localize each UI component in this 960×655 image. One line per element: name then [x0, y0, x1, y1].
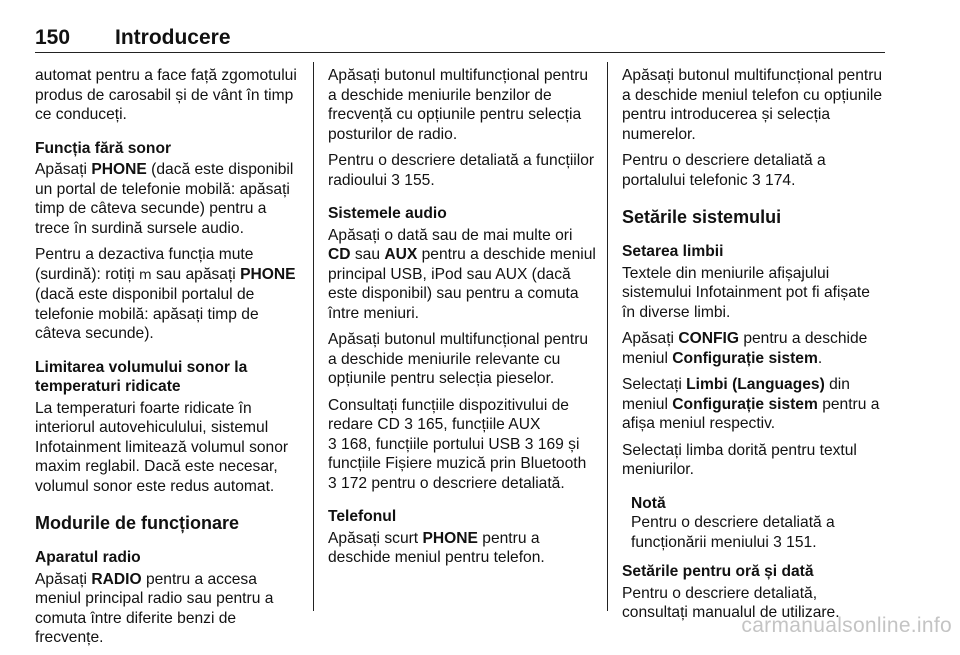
aux-key-label: AUX [384, 246, 418, 263]
phone-heading: Telefonul [328, 508, 397, 525]
modes-section-heading: Modurile de funcționare [35, 513, 240, 533]
column-divider-1 [313, 62, 314, 611]
radio-reference-paragraph: Pentru o descriere detaliată a funcțiilor radioului 3 155. [328, 152, 595, 189]
column-divider-2 [607, 62, 608, 611]
phone-paragraph: Apăsați scurt PHONE pentru a deschide meniul pentru telefon. [328, 529, 545, 566]
radio-key-label: RADIO [91, 570, 142, 588]
watermark: carmanualsonline.info [741, 614, 952, 637]
column-2 [328, 66, 596, 575]
phone-reference-paragraph: Pentru o descriere detaliată a portalului telefonic 3 174. [622, 152, 826, 189]
language-paragraph-3: Selectați Limbi (Languages) din meniul Configurație sistem pentru a afișa meniul respectiv. [622, 376, 880, 432]
time-date-paragraph: Pentru o descriere detaliată, consultați manualul de utilizare. [622, 584, 840, 621]
language-paragraph-4: Selectați limba dorită pentru textul meniurilor. [622, 441, 857, 478]
audio-paragraph-1: Apăsați o dată sau de mai multe ori CD sau AUX pentru a deschide meniul principal USB, iPod sau AUX (dacă este disponibil) sau pentru a comuta între meniuri. [328, 226, 596, 322]
page-header [35, 26, 885, 50]
menu-name: Configurație sistem [672, 395, 818, 413]
audio-paragraph-3: Consultați funcțiile dispozitivului de redare CD 3 165, funcțiile AUX 3 168, funcțiile portului USB 3 169 și funcțiile Fișiere muzică prin Bluetooth 3 172 pentru o descriere detaliată. [328, 396, 587, 492]
page-reference-icon: 3 [524, 435, 534, 453]
cd-key-label: CD [328, 246, 351, 263]
audio-heading: Sistemele audio [328, 205, 447, 222]
intro-paragraph: automat pentru a face față zgomotului produs de carosabil și de vânt în timp ce conduceți. [35, 67, 297, 123]
note-text: Pentru o descriere detaliată a funcționării meniului 3 151. [631, 514, 835, 551]
temperature-heading: Limitarea volumului sonor la temperaturi ridicate [35, 358, 248, 395]
mute-paragraph-2: Pentru a dezactiva funcția mute (surdină): rotiți m sau apăsați PHONE (dacă este disponibil portalul de telefonie mobilă: apăsați timp de câteva secunde). [35, 246, 296, 342]
menu-item-name: Limbi (Languages) [686, 376, 825, 393]
page-reference-icon: 3 [773, 533, 782, 551]
time-date-heading: Setările pentru oră și dată [622, 563, 814, 580]
rotary-knob-icon: m [139, 267, 152, 283]
mute-heading: Funcția fără sonor [35, 139, 172, 157]
radio-menu-paragraph: Apăsați butonul multifuncțional pentru a deschide meniurile benzilor de frecvență cu opțiunile pentru selecția posturilor de radio. [328, 67, 589, 143]
page-reference-icon: 3 [391, 171, 400, 189]
language-paragraph-2: Apăsați CONFIG pentru a deschide meniul Configurație sistem. [622, 330, 868, 367]
language-paragraph-1: Textele din meniurile afișajului sistemului Infotainment pot fi afișate în diverse limbi. [622, 264, 870, 321]
radio-paragraph: Apăsați RADIO pentru a accesa meniul principal radio sau pentru a comuta între diferite benzi de frecvențe. [35, 570, 274, 646]
radio-heading: Aparatul radio [35, 549, 141, 566]
phone-key-label: PHONE [422, 529, 478, 547]
page-title: Introducere [115, 26, 231, 49]
page-number: 150 [35, 26, 71, 49]
column-1 [35, 66, 300, 655]
page-reference-icon: 3 [404, 416, 413, 433]
menu-name: Configurație sistem [672, 349, 818, 367]
phone-key-label: PHONE [240, 265, 296, 283]
phone-key-label: PHONE [91, 161, 147, 178]
page-reference-icon: 3 [328, 474, 337, 492]
temperature-paragraph: La temperaturi foarte ridicate în interiorul autovehiculului, sistemul Infotainment limitează volumul sonor maxim reglabil. Dacă este necesar, volumul sonor este redus automat. [35, 399, 289, 495]
settings-section-heading: Setările sistemului [622, 207, 782, 227]
page-reference-icon: 3 [328, 435, 337, 453]
note-title: Notă [631, 494, 666, 512]
page-reference-icon: 3 [752, 171, 761, 189]
config-key-label: CONFIG [678, 330, 739, 347]
phone-menu-paragraph: Apăsați butonul multifuncțional pentru a deschide meniul telefon cu opțiunile pentru introducerea și selecția numerelor. [622, 67, 883, 143]
column-3 [622, 66, 887, 630]
note-box [631, 494, 887, 553]
audio-paragraph-2: Apăsați butonul multifuncțional pentru a deschide meniurile relevante cu opțiunile pentru selecția pieselor. [328, 331, 589, 387]
mute-paragraph-1: Apăsați PHONE (dacă este disponibil un portal de telefonie mobilă: apăsați timp de câteva secunde) pentru a trece în surdină sursele audio. [35, 161, 294, 237]
language-heading: Setarea limbii [622, 243, 724, 260]
header-divider [35, 52, 885, 53]
